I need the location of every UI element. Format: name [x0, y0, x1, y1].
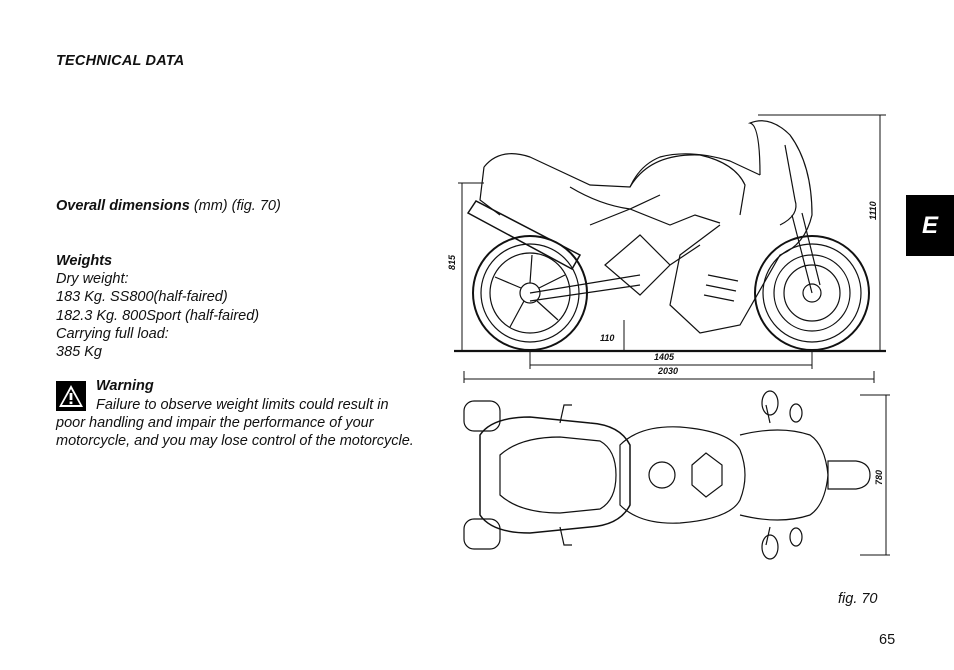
warning-text: Failure to observe weight limits could result in poor handling and impair the performance of your motorcycle, and you may lose control of the motorcycle.	[56, 397, 414, 450]
language-tab: E	[906, 195, 954, 256]
weights-line: 385 Kg	[56, 344, 102, 361]
overall-dimensions-label: Overall dimensions	[56, 198, 190, 214]
top-view-drawing	[464, 391, 870, 559]
overall-length-label: 2030	[658, 366, 679, 376]
overall-height-label: 1110	[868, 201, 878, 220]
side-view-drawing	[454, 121, 886, 351]
wheelbase-label: 1405	[654, 352, 675, 362]
overall-width-label: 780	[874, 469, 884, 485]
weights-line: Dry weight:	[56, 271, 129, 288]
weights-heading: Weights	[56, 253, 113, 269]
weights-line: 182.3 Kg. 800Sport (half-faired)	[56, 307, 260, 324]
ground-clearance-label: 110	[600, 333, 615, 343]
page-number: 65	[879, 632, 896, 648]
overall-dimensions-detail: (mm) (fig. 70)	[193, 198, 281, 214]
weights-line: Carrying full load:	[56, 325, 169, 342]
weights-line: 183 Kg. SS800(half-faired)	[56, 289, 228, 306]
figure-caption: fig. 70	[838, 591, 878, 607]
warning-title: Warning	[96, 378, 154, 394]
motorcycle-dimensions-figure	[440, 105, 900, 565]
seat-height-label: 815	[447, 254, 457, 270]
weights-block	[56, 252, 259, 361]
overall-dimensions	[56, 198, 281, 214]
section-title: TECHNICAL DATA	[56, 53, 185, 69]
